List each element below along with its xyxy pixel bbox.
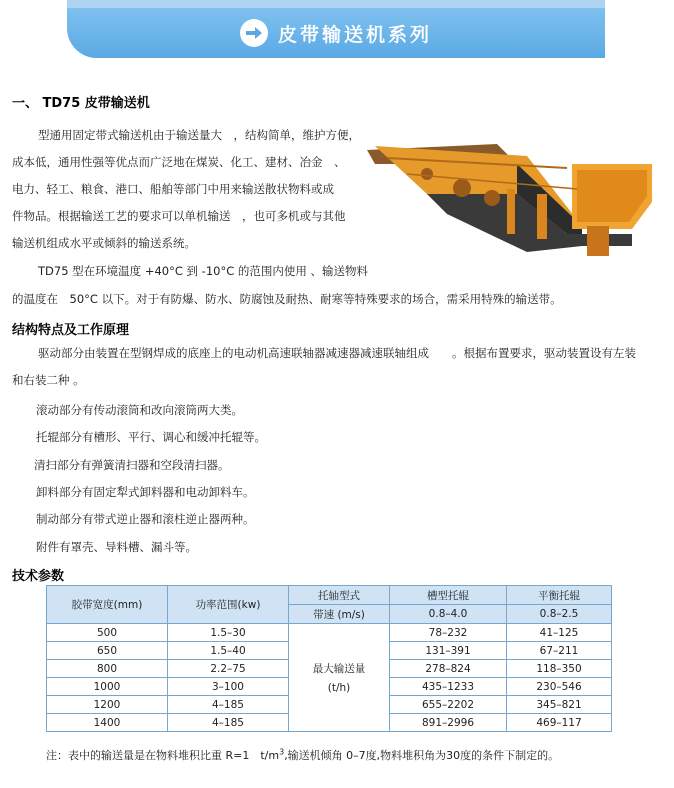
belt-conveyor-photo (367, 134, 657, 260)
title-banner-inner (67, 8, 605, 58)
cell-width: 800 (47, 660, 168, 678)
cell-trough: 278–824 (390, 660, 507, 678)
body-text-line: 托辊部分有槽形、平行、调心和缓冲托辊等。 (36, 430, 266, 444)
cell-power: 2.2–75 (168, 660, 289, 678)
tech-params-table (46, 585, 612, 732)
note-suffix: ,输送机倾角 0–7度,物料堆积角为30度的条件下制定的。 (284, 749, 560, 762)
body-text-line: 卸料部分有固定犁式卸料器和电动卸料车。 (36, 485, 255, 499)
table-header-row (47, 586, 612, 605)
cell-flat: 469–117 (507, 714, 612, 732)
cell-power: 1.5–30 (168, 624, 289, 642)
col-header-belt-speed: 带速 (m/s) (289, 605, 390, 624)
col-header-trough-idler: 槽型托辊 (390, 586, 507, 605)
col-header-idler-type: 托轴型式 (289, 586, 390, 605)
flat-speed-value: 0.8–2.5 (507, 605, 612, 624)
body-text-line: 电力、轻工、粮食、港口、船舶等部门中用来输送散状物料或成 (12, 182, 334, 196)
cell-trough: 891–2996 (390, 714, 507, 732)
body-text-line: 型通用固定带式输送机由于输送量大 ，结构简单，维护方便， (38, 128, 360, 142)
table-row (47, 624, 612, 642)
cell-flat: 230–546 (507, 678, 612, 696)
cell-flat: 67–211 (507, 642, 612, 660)
body-text-line: 和右装二种 。 (12, 373, 85, 387)
body-text-line: 附件有罩壳、导料槽、漏斗等。 (36, 540, 197, 554)
body-text-line: 输送机组成水平或倾斜的输送系统。 (12, 236, 196, 250)
cell-trough: 435–1233 (390, 678, 507, 696)
cell-flat: 118–350 (507, 660, 612, 678)
cell-trough: 78–232 (390, 624, 507, 642)
cell-power: 4–185 (168, 714, 289, 732)
cell-width: 1200 (47, 696, 168, 714)
body-text-line: TD75 型在环境温度 +40°C 到 -10°C 的范围内使用 、输送物料 (38, 264, 369, 278)
cell-trough: 655–2202 (390, 696, 507, 714)
body-text-line: 成本低，通用性强等优点而广泛地在煤炭、化工、建材、冶金 、 (12, 155, 346, 169)
capacity-unit: (t/h) (327, 682, 351, 694)
col-header-belt-width: 胶带宽度(mm) (47, 586, 168, 624)
col-header-power: 功率范围(kw) (168, 586, 289, 624)
cell-width: 500 (47, 624, 168, 642)
body-text-line: 清扫部分有弹簧清扫器和空段清扫器。 (34, 458, 230, 472)
body-text-line: 件物品。根据输送工艺的要求可以单机输送 ，也可多机或与其他 (12, 209, 346, 223)
body-text-line: 的温度在 50°C 以下。对于有防爆、防水、防腐蚀及耐热、耐寒等特殊要求的场合，需采用特殊的输送带。 (12, 292, 562, 306)
cell-power: 4–185 (168, 696, 289, 714)
section-title-td75: 一、 TD75 皮带输送机 (12, 96, 150, 111)
cell-power: 1.5–40 (168, 642, 289, 660)
section-title-structure: 结构特点及工作原理 (12, 323, 130, 338)
table-footnote (46, 747, 559, 763)
cell-width: 650 (47, 642, 168, 660)
page-title: 皮带输送机系列 (277, 23, 432, 46)
cell-power: 3–100 (168, 678, 289, 696)
capacity-label: 最大输送量 (312, 663, 366, 675)
title-banner (67, 0, 605, 58)
arrow-right-icon (240, 19, 268, 47)
body-text-line: 制动部分有带式逆止器和滚柱逆止器两种。 (36, 512, 255, 526)
body-text-line: 驱动部分由装置在型钢焊成的底座上的电动机高速联轴器减速器减速联轴组成 。根据布置要求，驱动装置设有左装 (38, 346, 636, 360)
cell-width: 1000 (47, 678, 168, 696)
cell-width: 1400 (47, 714, 168, 732)
cell-flat: 41–125 (507, 624, 612, 642)
cell-trough: 131–391 (390, 642, 507, 660)
note-prefix: 注：表中的输送量是在物料堆积比重 R=1 t/m (46, 749, 280, 762)
trough-speed-value: 0.8–4.0 (390, 605, 507, 624)
cell-flat: 345–821 (507, 696, 612, 714)
capacity-label-cell (289, 624, 390, 732)
section-title-tech-params: 技术参数 (12, 569, 65, 584)
col-header-flat-idler: 平衡托辊 (507, 586, 612, 605)
note-superscript: 3 (279, 747, 285, 757)
body-text-line: 滚动部分有传动滚筒和改向滚筒两大类。 (36, 403, 243, 417)
